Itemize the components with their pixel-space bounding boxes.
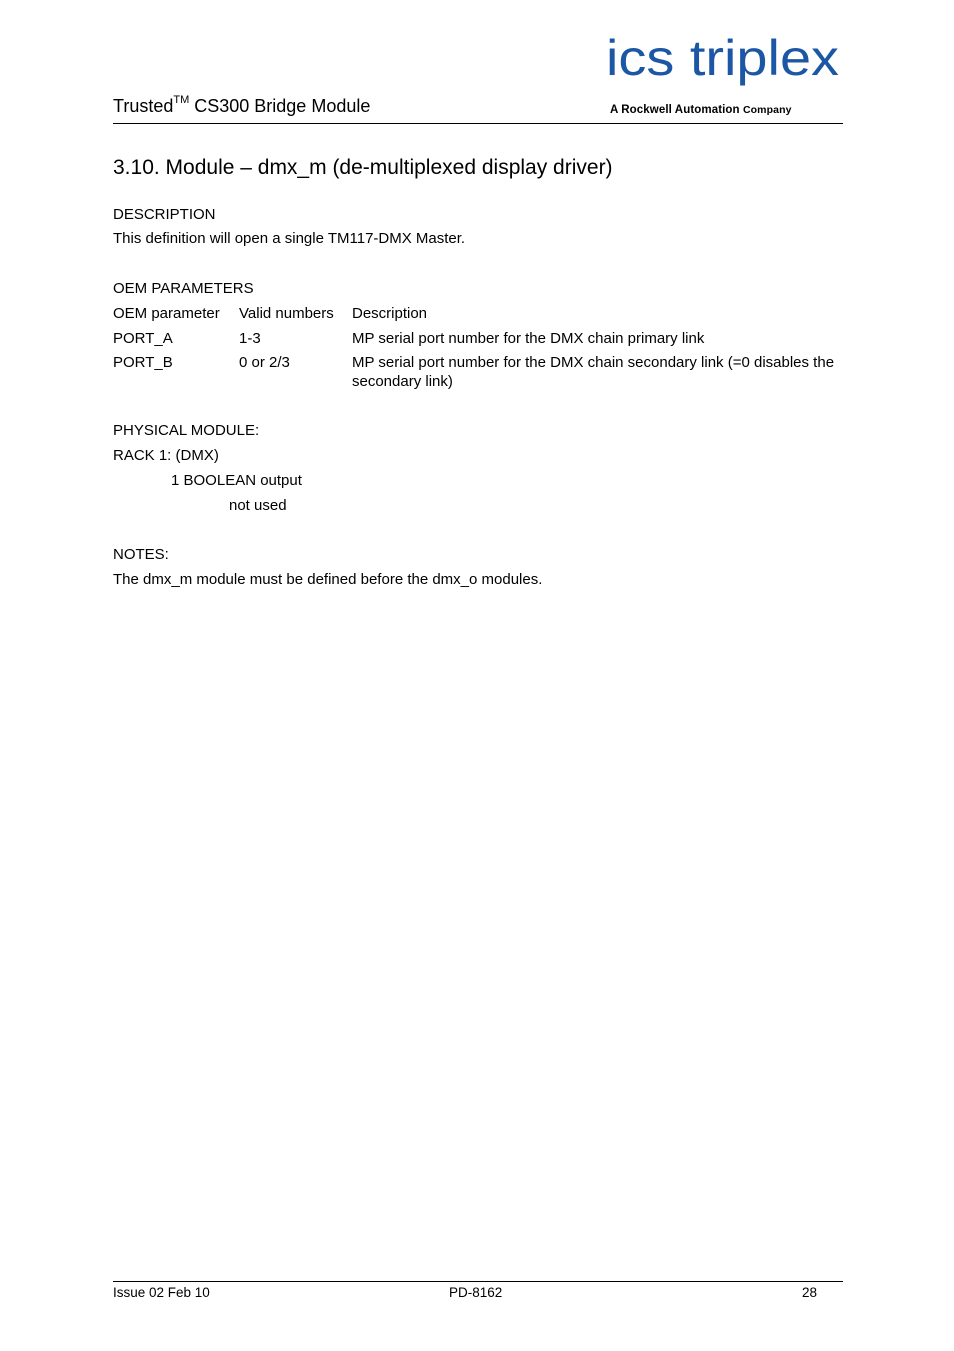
logo-tagline (610, 104, 792, 116)
description-label: DESCRIPTION (113, 206, 216, 223)
table-cell-parameter: PORT_A (113, 330, 173, 347)
table-cell-parameter: PORT_B (113, 354, 173, 371)
oem-parameters-label: OEM PARAMETERS (113, 280, 254, 297)
rack-label: RACK 1: (DMX) (113, 447, 219, 464)
trademark-superscript: TM (173, 94, 190, 106)
logo-wordmark: ics triplex (606, 34, 839, 86)
rack-output: 1 BOOLEAN output (171, 472, 302, 489)
description-text: This definition will open a single TM117-DMX Master. (113, 230, 466, 247)
rack-output-note: not used (229, 497, 287, 514)
logo-tagline-company: Company (742, 104, 792, 116)
footer-page-number: 28 (802, 1285, 818, 1300)
footer-doc-id: PD-8162 (449, 1285, 503, 1300)
header-title-suffix: CS300 Bridge Module (189, 96, 371, 116)
footer-issue: Issue 02 Feb 10 (113, 1285, 210, 1300)
header-divider (113, 123, 843, 124)
table-header-cell: OEM parameter (113, 305, 220, 322)
page-header-title (113, 96, 370, 117)
table-cell-valid-numbers: 1-3 (239, 330, 261, 347)
footer-divider (113, 1281, 843, 1282)
ics-triplex-logo (606, 34, 842, 92)
table-cell-valid-numbers: 0 or 2/3 (239, 354, 290, 371)
notes-label: NOTES: (113, 546, 169, 563)
physical-module-label: PHYSICAL MODULE: (113, 422, 260, 439)
notes-text: The dmx_m module must be defined before the dmx_o modules. (113, 571, 543, 588)
section-heading: 3.10. Module – dmx_m (de-multiplexed display driver) (113, 156, 613, 179)
logo-tagline-text: A Rockwell Automation (610, 104, 740, 116)
header-title-prefix: Trusted (113, 96, 174, 116)
table-cell-description: MP serial port number for the DMX chain secondary link (=0 disables the secondary link) (352, 354, 835, 390)
table-header-cell: Valid numbers (239, 305, 334, 322)
table-header-cell: Description (352, 305, 428, 322)
table-cell-description: MP serial port number for the DMX chain primary link (352, 330, 705, 347)
